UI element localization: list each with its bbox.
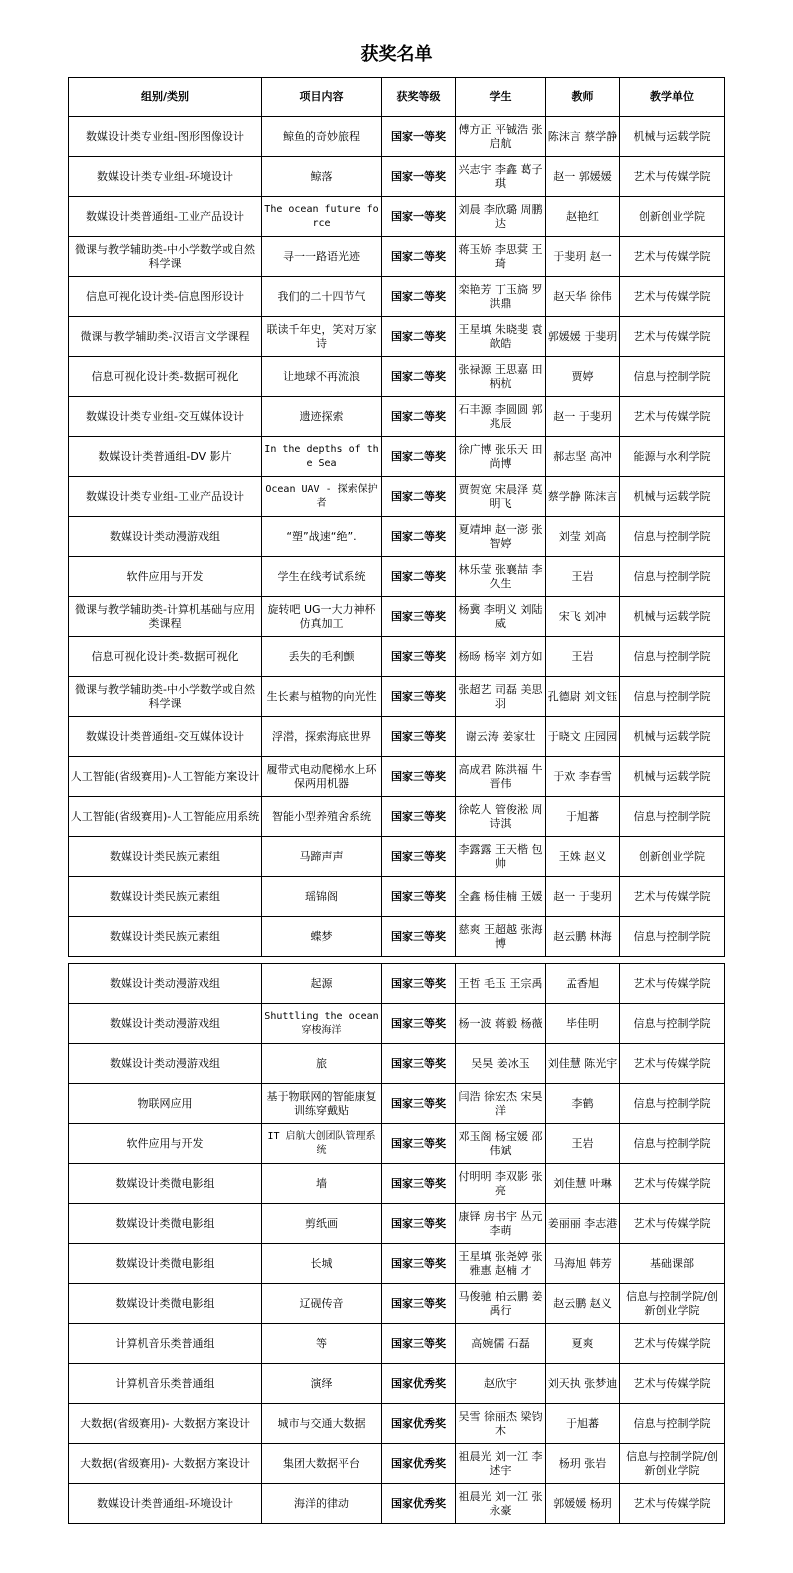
cell-award-level: 国家三等奖 (382, 964, 456, 1004)
cell-students: 王星填 朱晓斐 袁歆皓 (456, 317, 546, 357)
cell-award-level: 国家二等奖 (382, 397, 456, 437)
cell-unit: 信息与控制学院 (620, 637, 725, 677)
cell-award-level: 国家三等奖 (382, 1004, 456, 1044)
cell-project: 集团大数据平台 (262, 1444, 382, 1484)
cell-award-level: 国家三等奖 (382, 637, 456, 677)
cell-project: 生长素与植物的向光性 (262, 677, 382, 717)
cell-project: 海洋的律动 (262, 1484, 382, 1524)
cell-category: 数媒设计类微电影组 (69, 1244, 262, 1284)
cell-award-level: 国家三等奖 (382, 1044, 456, 1084)
cell-students: 闫浩 徐宏杰 宋昊洋 (456, 1084, 546, 1124)
cell-teachers: 夏爽 (546, 1324, 620, 1364)
cell-project: 寻一一路语光迹 (262, 237, 382, 277)
cell-category: 数媒设计类动漫游戏组 (69, 1044, 262, 1084)
cell-category: 人工智能(省级赛用)-人工智能应用系统 (69, 797, 262, 837)
cell-category: 数媒设计类普通组-交互媒体设计 (69, 717, 262, 757)
cell-unit: 信息与控制学院 (620, 917, 725, 957)
cell-project: 长城 (262, 1244, 382, 1284)
cell-teachers: 郭媛媛 于斐玥 (546, 317, 620, 357)
cell-teachers: 郝志坚 高冲 (546, 437, 620, 477)
cell-award-level: 国家二等奖 (382, 237, 456, 277)
cell-teachers: 毕佳明 (546, 1004, 620, 1044)
cell-category: 数媒设计类普通组-DV 影片 (69, 437, 262, 477)
cell-category: 计算机音乐类普通组 (69, 1364, 262, 1404)
cell-unit: 信息与控制学院 (620, 1404, 725, 1444)
table-row (69, 637, 725, 677)
cell-unit: 机械与运载学院 (620, 117, 725, 157)
cell-category: 微课与教学辅助类-计算机基础与应用类课程 (69, 597, 262, 637)
cell-project: Ocean UAV - 探索保护者 (262, 477, 382, 517)
cell-students: 高成君 陈洪福 牛晋伟 (456, 757, 546, 797)
cell-unit: 艺术与传媒学院 (620, 317, 725, 357)
cell-category: 信息可视化设计类-数据可视化 (69, 637, 262, 677)
header-teachers: 教师 (546, 78, 620, 117)
cell-unit: 能源与水利学院 (620, 437, 725, 477)
cell-award-level: 国家三等奖 (382, 757, 456, 797)
cell-students: 吴昊 姜冰玉 (456, 1044, 546, 1084)
table-row (69, 237, 725, 277)
table-row (69, 437, 725, 477)
cell-project: 基于物联网的智能康复训练穿戴贴 (262, 1084, 382, 1124)
cell-teachers: 赵云鹏 林海 (546, 917, 620, 957)
cell-students: 祖晨光 刘一江 张永豪 (456, 1484, 546, 1524)
cell-teachers: 于斐玥 赵一 (546, 237, 620, 277)
cell-category: 微课与教学辅助类-汉语言文学课程 (69, 317, 262, 357)
cell-project: 鲸落 (262, 157, 382, 197)
cell-project: Shuttling the ocean 穿梭海洋 (262, 1004, 382, 1044)
table-row (69, 1044, 725, 1084)
cell-students: 杨冀 李明义 刘陆威 (456, 597, 546, 637)
cell-teachers: 王姝 赵义 (546, 837, 620, 877)
table-row (69, 757, 725, 797)
table-row (69, 1404, 725, 1444)
cell-students: 蒋玉娇 李思蓂 王琦 (456, 237, 546, 277)
table-row (69, 1284, 725, 1324)
cell-unit: 信息与控制学院/创新创业学院 (620, 1284, 725, 1324)
cell-teachers: 于晓文 庄园园 (546, 717, 620, 757)
cell-award-level: 国家三等奖 (382, 1124, 456, 1164)
table-row (69, 277, 725, 317)
cell-award-level: 国家三等奖 (382, 877, 456, 917)
cell-category: 数媒设计类微电影组 (69, 1204, 262, 1244)
cell-teachers: 杨玥 张岩 (546, 1444, 620, 1484)
cell-students: 杨旸 杨宰 刘方如 (456, 637, 546, 677)
table-row (69, 1484, 725, 1524)
cell-teachers: 于旭蕃 (546, 1404, 620, 1444)
cell-award-level: 国家三等奖 (382, 1244, 456, 1284)
table-row (69, 1004, 725, 1044)
cell-teachers: 刘佳慧 陈光宇 (546, 1044, 620, 1084)
cell-students: 徐广博 张乐天 田尚博 (456, 437, 546, 477)
cell-award-level: 国家三等奖 (382, 1084, 456, 1124)
cell-unit: 信息与控制学院 (620, 1004, 725, 1044)
cell-students: 康铎 房书宇 丛元 李萌 (456, 1204, 546, 1244)
cell-award-level: 国家三等奖 (382, 1324, 456, 1364)
cell-teachers: 赵艳红 (546, 197, 620, 237)
cell-students: 马俊驰 柏云鹏 姜禹行 (456, 1284, 546, 1324)
cell-students: 王哲 毛玉 王宗禹 (456, 964, 546, 1004)
cell-students: 吴雪 徐丽杰 梁钧木 (456, 1404, 546, 1444)
cell-students: 全鑫 杨佳楠 王媛 (456, 877, 546, 917)
cell-unit: 创新创业学院 (620, 197, 725, 237)
cell-teachers: 刘天执 张梦迪 (546, 1364, 620, 1404)
table-row (69, 1444, 725, 1484)
cell-award-level: 国家三等奖 (382, 917, 456, 957)
cell-unit: 机械与运载学院 (620, 757, 725, 797)
cell-students: 祖晨光 刘一江 李述宇 (456, 1444, 546, 1484)
cell-category: 数媒设计类民族元素组 (69, 917, 262, 957)
cell-category: 数媒设计类动漫游戏组 (69, 964, 262, 1004)
cell-category: 数媒设计类动漫游戏组 (69, 517, 262, 557)
cell-students: 慈爽 王超越 张海博 (456, 917, 546, 957)
cell-teachers: 于旭蕃 (546, 797, 620, 837)
cell-teachers: 陈沫言 蔡学静 (546, 117, 620, 157)
cell-project: 起源 (262, 964, 382, 1004)
cell-project: 蝶梦 (262, 917, 382, 957)
cell-award-level: 国家二等奖 (382, 277, 456, 317)
table-row (69, 557, 725, 597)
table-row (69, 477, 725, 517)
cell-unit: 艺术与传媒学院 (620, 157, 725, 197)
cell-students: 张禄源 王思嘉 田柄杭 (456, 357, 546, 397)
cell-students: 傅方正 平铖浩 张启航 (456, 117, 546, 157)
cell-award-level: 国家二等奖 (382, 517, 456, 557)
cell-teachers: 刘莹 刘高 (546, 517, 620, 557)
cell-award-level: 国家二等奖 (382, 557, 456, 597)
cell-category: 微课与教学辅助类-中小学数学或自然科学课 (69, 237, 262, 277)
cell-project: 剪纸画 (262, 1204, 382, 1244)
cell-category: 数媒设计类动漫游戏组 (69, 1004, 262, 1044)
cell-project: 旅 (262, 1044, 382, 1084)
cell-category: 人工智能(省级赛用)-人工智能方案设计 (69, 757, 262, 797)
cell-teachers: 孔德尉 刘文钰 (546, 677, 620, 717)
cell-students: 石丰源 李圆圆 郭兆辰 (456, 397, 546, 437)
cell-teachers: 赵云鹏 赵义 (546, 1284, 620, 1324)
cell-category: 数媒设计类微电影组 (69, 1164, 262, 1204)
table-row (69, 797, 725, 837)
awards-table (68, 77, 725, 957)
cell-project: 演绎 (262, 1364, 382, 1404)
cell-teachers: 孟香旭 (546, 964, 620, 1004)
cell-unit: 基础课部 (620, 1244, 725, 1284)
cell-award-level: 国家优秀奖 (382, 1404, 456, 1444)
cell-project: 丢失的毛利颤 (262, 637, 382, 677)
cell-category: 数媒设计类民族元素组 (69, 877, 262, 917)
cell-award-level: 国家优秀奖 (382, 1444, 456, 1484)
awards-table-continued (68, 963, 725, 1524)
cell-category: 数媒设计类专业组-工业产品设计 (69, 477, 262, 517)
cell-category: 微课与教学辅助类-中小学数学或自然科学课 (69, 677, 262, 717)
cell-category: 计算机音乐类普通组 (69, 1324, 262, 1364)
cell-teachers: 蔡学静 陈沫言 (546, 477, 620, 517)
cell-unit: 机械与运载学院 (620, 477, 725, 517)
table-row (69, 1244, 725, 1284)
cell-teachers: 宋飞 刘冲 (546, 597, 620, 637)
cell-unit: 信息与控制学院 (620, 517, 725, 557)
table-row (69, 1364, 725, 1404)
cell-students: 栾艳芳 丁玉旖 罗洪鼎 (456, 277, 546, 317)
header-unit: 教学单位 (620, 78, 725, 117)
cell-teachers: 赵一 郭媛媛 (546, 157, 620, 197)
cell-category: 数媒设计类专业组-环境设计 (69, 157, 262, 197)
cell-project: 联读千年史，笑对万家诗 (262, 317, 382, 357)
cell-students: 李露露 王天楷 包帅 (456, 837, 546, 877)
cell-unit: 艺术与传媒学院 (620, 1204, 725, 1244)
cell-project: 学生在线考试系统 (262, 557, 382, 597)
cell-unit: 信息与控制学院 (620, 677, 725, 717)
cell-project: In the depths of the Sea (262, 437, 382, 477)
cell-unit: 信息与控制学院 (620, 557, 725, 597)
cell-unit: 信息与控制学院/创新创业学院 (620, 1444, 725, 1484)
cell-unit: 机械与运载学院 (620, 597, 725, 637)
cell-project: 履带式电动爬梯水上环保两用机器 (262, 757, 382, 797)
cell-unit: 信息与控制学院 (620, 1124, 725, 1164)
table-row (69, 157, 725, 197)
cell-category: 大数据(省级赛用)- 大数据方案设计 (69, 1444, 262, 1484)
cell-unit: 信息与控制学院 (620, 797, 725, 837)
cell-students: 赵欣宇 (456, 1364, 546, 1404)
cell-award-level: 国家二等奖 (382, 317, 456, 357)
cell-project: 辽砚传音 (262, 1284, 382, 1324)
cell-category: 数媒设计类微电影组 (69, 1284, 262, 1324)
cell-unit: 信息与控制学院 (620, 357, 725, 397)
cell-teachers: 于欢 李春雪 (546, 757, 620, 797)
cell-award-level: 国家三等奖 (382, 1284, 456, 1324)
cell-award-level: 国家二等奖 (382, 357, 456, 397)
cell-project: 我们的二十四节气 (262, 277, 382, 317)
table-row (69, 597, 725, 637)
cell-project: The ocean future force (262, 197, 382, 237)
cell-category: 信息可视化设计类-数据可视化 (69, 357, 262, 397)
cell-teachers: 王岩 (546, 1124, 620, 1164)
cell-students: 刘晨 李欣璐 周鹏达 (456, 197, 546, 237)
cell-project: 浮潜，探索海底世界 (262, 717, 382, 757)
table-row (69, 1124, 725, 1164)
table-header-row (69, 78, 725, 117)
header-level: 获奖等级 (382, 78, 456, 117)
table-row (69, 357, 725, 397)
table-row (69, 1084, 725, 1124)
cell-unit: 艺术与传媒学院 (620, 1484, 725, 1524)
table-row (69, 677, 725, 717)
cell-teachers: 王岩 (546, 637, 620, 677)
cell-unit: 艺术与传媒学院 (620, 1044, 725, 1084)
cell-unit: 艺术与传媒学院 (620, 1364, 725, 1404)
cell-category: 数媒设计类专业组-交互媒体设计 (69, 397, 262, 437)
cell-unit: 艺术与传媒学院 (620, 277, 725, 317)
table-row (69, 517, 725, 557)
cell-award-level: 国家优秀奖 (382, 1364, 456, 1404)
cell-project: “塑”战速“绝”. (262, 517, 382, 557)
cell-award-level: 国家三等奖 (382, 717, 456, 757)
page-title: 获奖名单 (360, 44, 433, 65)
header-project: 项目内容 (262, 78, 382, 117)
cell-project: 瑶锦阁 (262, 877, 382, 917)
cell-students: 杨一波 蒋毅 杨薇 (456, 1004, 546, 1044)
cell-category: 软件应用与开发 (69, 557, 262, 597)
cell-students: 王星填 张尧婷 张雅惠 赵楠 才 (456, 1244, 546, 1284)
cell-project: 等 (262, 1324, 382, 1364)
table-row (69, 1164, 725, 1204)
cell-students: 张超艺 司磊 美思羽 (456, 677, 546, 717)
cell-category: 数媒设计类专业组-图形图像设计 (69, 117, 262, 157)
cell-students: 兴志宇 李鑫 葛子琪 (456, 157, 546, 197)
cell-unit: 机械与运载学院 (620, 717, 725, 757)
cell-students: 林乐莹 张襄喆 李久生 (456, 557, 546, 597)
cell-teachers: 郭媛媛 杨玥 (546, 1484, 620, 1524)
cell-teachers: 赵一 于斐玥 (546, 877, 620, 917)
table-row (69, 1324, 725, 1364)
cell-category: 数媒设计类普通组-环境设计 (69, 1484, 262, 1524)
table-row (69, 917, 725, 957)
cell-award-level: 国家一等奖 (382, 117, 456, 157)
cell-teachers: 姜丽丽 李志港 (546, 1204, 620, 1244)
cell-project: 鲸鱼的奇妙旅程 (262, 117, 382, 157)
cell-students: 邓玉阁 杨宝媛 邵伟斌 (456, 1124, 546, 1164)
table-row (69, 1204, 725, 1244)
cell-project: 让地球不再流浪 (262, 357, 382, 397)
cell-project: 城市与交通大数据 (262, 1404, 382, 1444)
cell-category: 信息可视化设计类-信息图形设计 (69, 277, 262, 317)
cell-award-level: 国家三等奖 (382, 677, 456, 717)
cell-category: 数媒设计类普通组-工业产品设计 (69, 197, 262, 237)
cell-students: 夏靖坤 赵一澎 张智婷 (456, 517, 546, 557)
header-category: 组别/类别 (69, 78, 262, 117)
cell-teachers: 赵天华 徐伟 (546, 277, 620, 317)
cell-award-level: 国家优秀奖 (382, 1484, 456, 1524)
cell-project: 马蹄声声 (262, 837, 382, 877)
cell-project: 墙 (262, 1164, 382, 1204)
cell-teachers: 刘佳慧 叶琳 (546, 1164, 620, 1204)
cell-teachers: 李鹤 (546, 1084, 620, 1124)
cell-award-level: 国家三等奖 (382, 837, 456, 877)
table-row (69, 877, 725, 917)
cell-teachers: 赵一 于斐玥 (546, 397, 620, 437)
table-row (69, 397, 725, 437)
cell-unit: 艺术与传媒学院 (620, 1324, 725, 1364)
cell-award-level: 国家三等奖 (382, 1204, 456, 1244)
cell-unit: 创新创业学院 (620, 837, 725, 877)
cell-unit: 艺术与传媒学院 (620, 237, 725, 277)
cell-award-level: 国家三等奖 (382, 1164, 456, 1204)
cell-students: 贾贺宽 宋晨泽 莫明飞 (456, 477, 546, 517)
cell-category: 数媒设计类民族元素组 (69, 837, 262, 877)
cell-project: 遗迹探索 (262, 397, 382, 437)
cell-award-level: 国家一等奖 (382, 197, 456, 237)
table-row (69, 197, 725, 237)
cell-project: 智能小型养殖舍系统 (262, 797, 382, 837)
table-row (69, 964, 725, 1004)
cell-award-level: 国家三等奖 (382, 597, 456, 637)
cell-unit: 艺术与传媒学院 (620, 964, 725, 1004)
cell-unit: 艺术与传媒学院 (620, 877, 725, 917)
table-row (69, 837, 725, 877)
cell-unit: 艺术与传媒学院 (620, 1164, 725, 1204)
cell-award-level: 国家三等奖 (382, 797, 456, 837)
cell-unit: 信息与控制学院 (620, 1084, 725, 1124)
cell-project: IT 启航大创团队管理系统 (262, 1124, 382, 1164)
cell-award-level: 国家二等奖 (382, 437, 456, 477)
cell-category: 大数据(省级赛用)- 大数据方案设计 (69, 1404, 262, 1444)
cell-category: 软件应用与开发 (69, 1124, 262, 1164)
cell-teachers: 马海旭 韩芳 (546, 1244, 620, 1284)
cell-award-level: 国家二等奖 (382, 477, 456, 517)
cell-award-level: 国家一等奖 (382, 157, 456, 197)
cell-teachers: 贾婷 (546, 357, 620, 397)
cell-project: 旋转吧 UG一大力神杯仿真加工 (262, 597, 382, 637)
cell-unit: 艺术与传媒学院 (620, 397, 725, 437)
table-row (69, 717, 725, 757)
table-row (69, 117, 725, 157)
cell-students: 徐乾人 管俊淞 周诗淇 (456, 797, 546, 837)
cell-students: 谢云涛 姜家壮 (456, 717, 546, 757)
cell-students: 付明明 李双影 张亮 (456, 1164, 546, 1204)
cell-students: 高婉儒 石磊 (456, 1324, 546, 1364)
cell-teachers: 王岩 (546, 557, 620, 597)
cell-category: 物联网应用 (69, 1084, 262, 1124)
header-students: 学生 (456, 78, 546, 117)
table-row (69, 317, 725, 357)
